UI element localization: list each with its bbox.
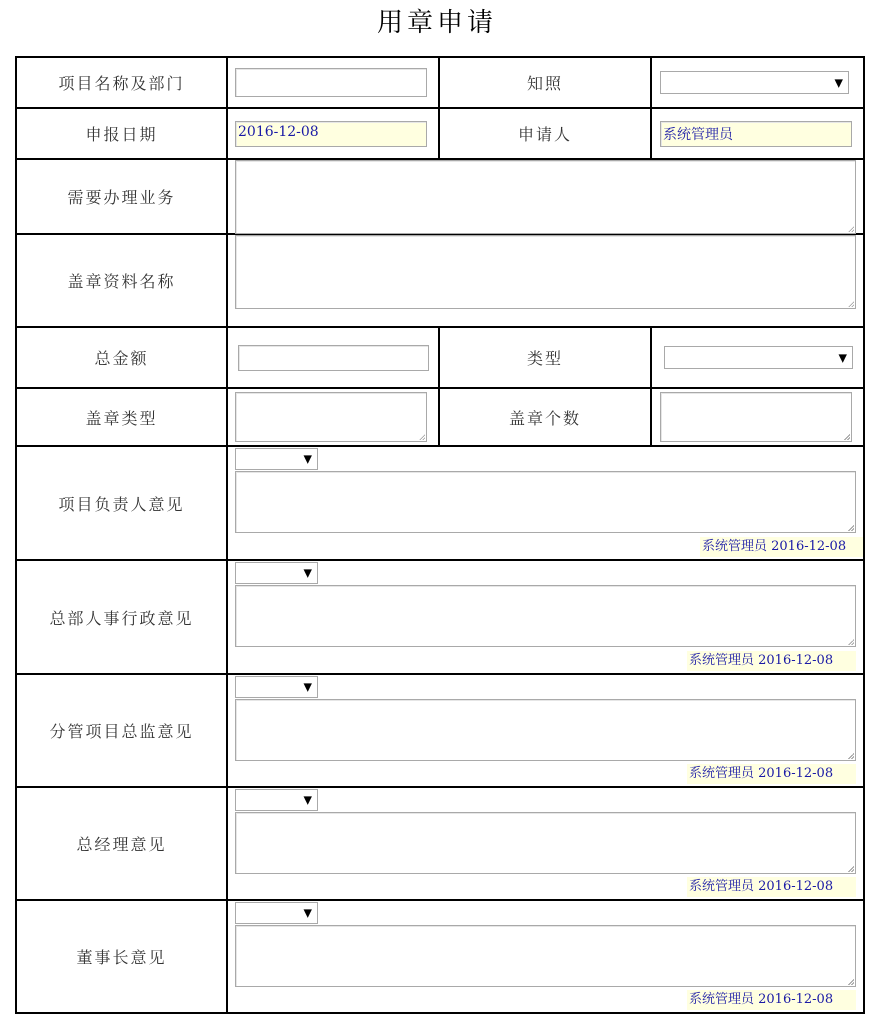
opinion-signature: 系统管理员 2016-12-08 xyxy=(687,877,856,897)
opinion-comment-textarea[interactable] xyxy=(235,699,856,761)
triangle-down-icon: ▼ xyxy=(303,680,312,694)
apply-date-label: 申报日期 xyxy=(85,125,158,144)
opinion-decision-select[interactable] xyxy=(235,902,318,924)
opinion-decision-select[interactable] xyxy=(235,676,318,698)
opinion-signature: 系统管理员 2016-12-08 xyxy=(700,537,863,557)
page-title: 用章申请 xyxy=(376,8,497,38)
seal-type-label: 盖章类型 xyxy=(85,408,158,428)
opinion-comment-textarea[interactable] xyxy=(235,812,856,874)
opinion-comment-textarea[interactable] xyxy=(235,471,856,533)
amount-input[interactable] xyxy=(238,345,429,371)
opinion-label: 总部人事行政意见 xyxy=(49,608,194,628)
opinion-signature: 系统管理员 2016-12-08 xyxy=(687,764,856,784)
applicant-label: 申请人 xyxy=(517,125,572,144)
project-name-input[interactable] xyxy=(235,68,427,97)
type-label: 类型 xyxy=(526,349,563,368)
opinion-signature: 系统管理员 2016-12-08 xyxy=(687,990,856,1010)
opinion-label: 项目负责人意见 xyxy=(58,494,185,514)
business-label: 需要办理业务 xyxy=(67,188,176,207)
notify-label: 知照 xyxy=(526,74,563,93)
materials-textarea[interactable] xyxy=(235,235,856,309)
opinion-comment-textarea[interactable] xyxy=(235,925,856,987)
triangle-down-icon: ▼ xyxy=(303,566,312,580)
seal-type-textarea[interactable] xyxy=(235,392,427,442)
opinion-signature: 系统管理员 2016-12-08 xyxy=(687,651,856,671)
seal-count-textarea[interactable] xyxy=(660,392,852,442)
triangle-down-icon: ▼ xyxy=(303,793,312,807)
project-name-label: 项目名称及部门 xyxy=(58,74,185,93)
triangle-down-icon: ▼ xyxy=(303,452,312,466)
opinion-comment-textarea[interactable] xyxy=(235,585,856,647)
amount-label: 总金额 xyxy=(94,349,149,368)
triangle-down-icon: ▼ xyxy=(838,351,847,364)
seal-count-label: 盖章个数 xyxy=(508,408,581,428)
triangle-down-icon: ▼ xyxy=(303,906,312,920)
materials-label: 盖章资料名称 xyxy=(67,272,176,291)
opinion-decision-select[interactable] xyxy=(235,789,318,811)
type-select[interactable] xyxy=(664,346,853,369)
triangle-down-icon: ▼ xyxy=(834,76,843,89)
opinion-decision-select[interactable] xyxy=(235,562,318,584)
opinion-label: 董事长意见 xyxy=(76,948,167,967)
opinion-label: 总经理意见 xyxy=(76,835,167,854)
business-textarea[interactable] xyxy=(235,160,856,234)
applicant-field[interactable]: 系统管理员 xyxy=(660,121,852,147)
notify-select[interactable] xyxy=(660,71,849,94)
apply-date-field[interactable]: 2016-12-08 xyxy=(235,121,427,147)
opinion-label: 分管项目总监意见 xyxy=(49,722,194,741)
opinion-decision-select[interactable] xyxy=(235,448,318,470)
